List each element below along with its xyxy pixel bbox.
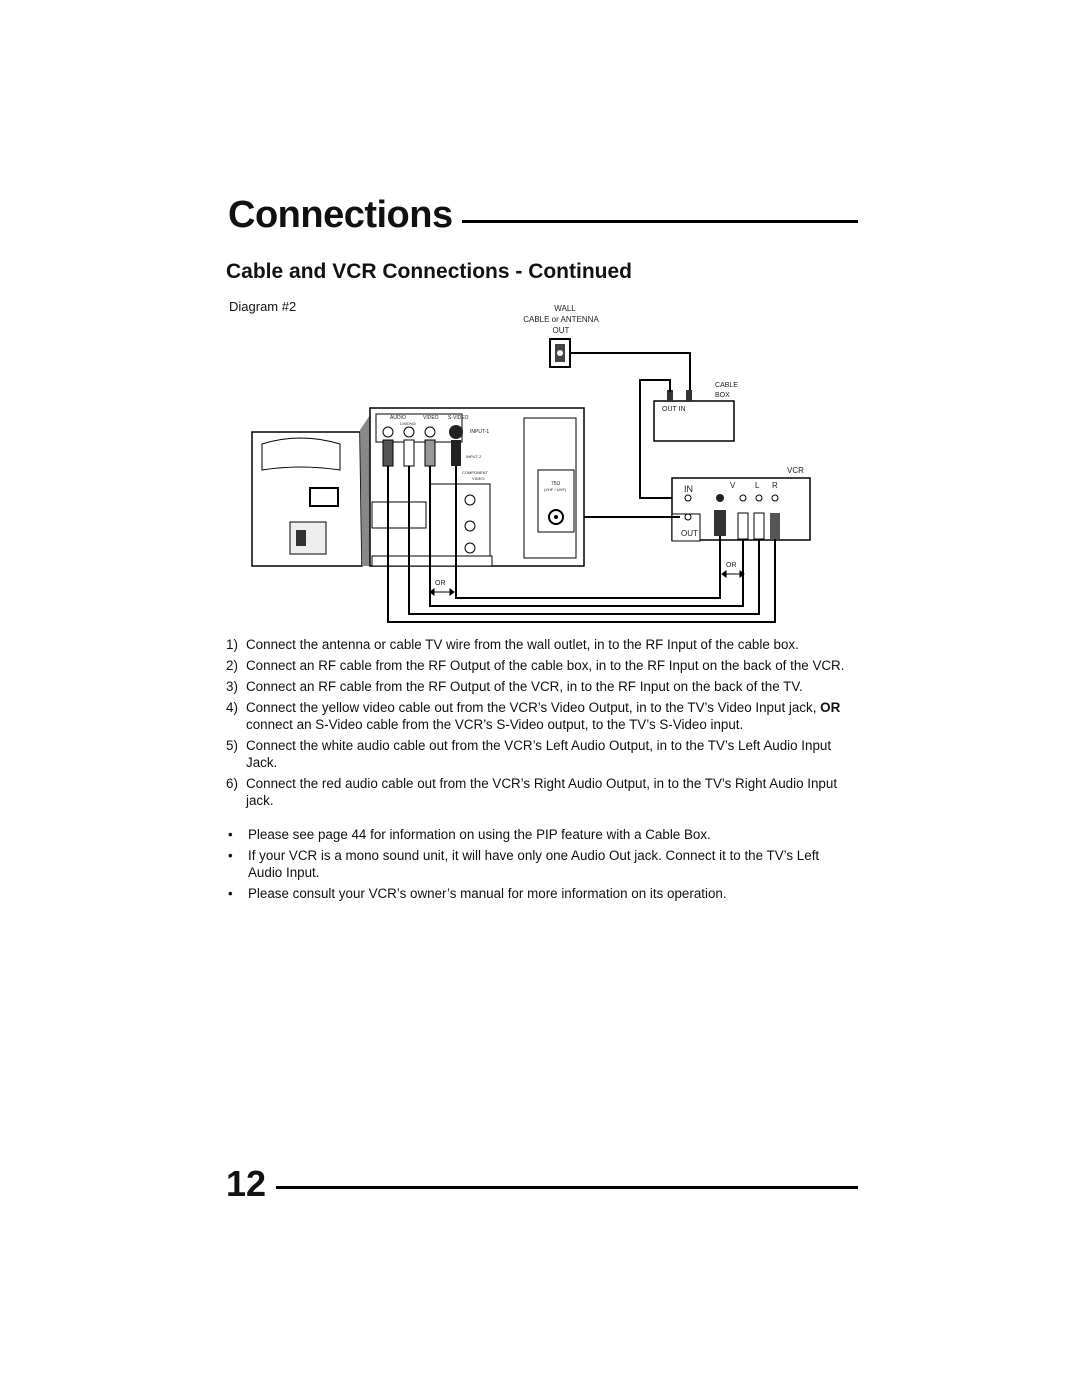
step-text-continued: connect an S-Video cable from the VCR’s S-Video output, to the TV’s S-Video input. [246,717,744,732]
bullet-icon: • [228,848,233,863]
page-title: Connections [228,194,453,236]
tv-component-video-label: VIDEO [472,476,485,481]
or-right-arrow-icon [722,571,744,577]
note-text: If your VCR is a mono sound unit, it will have only one Audio Out jack. Connect it to the TV’s Left Audio Input. [248,848,820,880]
page-rule [276,1186,858,1189]
or-left-arrow-icon [430,589,454,595]
step-number: 5) [226,738,238,753]
or-right-label: OR [726,562,737,569]
section-subtitle: Cable and VCR Connections - Continued [226,260,633,283]
tv-lmono-label: L/MONO [400,421,416,426]
step-text: Connect an RF cable from the RF Output of the VCR, in to the RF Input on the back of the TV. [246,679,803,694]
vcr-out-label: OUT [681,529,698,538]
wall-out-label: OUT [552,326,570,335]
title-rule [462,220,858,223]
vcr-l-label: L [755,481,760,490]
page-number: 12 [226,1163,267,1204]
note-item [226,847,856,881]
connection-diagram [240,296,820,632]
bullet-icon: • [228,827,233,842]
tv-back [252,408,584,566]
step-item [226,657,856,674]
step-text: Connect the red audio cable out from the VCR’s Right Audio Output, in to the TV’s Right Audio Input jack. [246,776,838,808]
step-or-emphasis: OR [820,700,841,715]
step-item [226,699,856,733]
vcr-r-label: R [772,481,778,490]
notes-list [226,826,856,906]
vcr-back-panel [672,478,810,541]
wall-outlet-icon [550,339,570,367]
cable-box-label-2: BOX [715,392,730,399]
or-left-label: OR [435,580,446,587]
cable-box-label: CABLE [715,382,738,389]
bullet-icon: • [228,886,233,901]
step-text: Connect an RF cable from the RF Output of the cable box, in to the RF Input on the back of the VCR. [246,658,845,673]
step-item [226,775,856,809]
tv-audio-label: AUDIO [390,415,406,421]
step-number: 2) [226,658,238,673]
step-item [226,737,856,771]
tv-75ohm-label: 75Ω [551,481,561,487]
step-text: Connect the yellow video cable out from the VCR’s Video Output, in to the TV’s Video Input jack, [246,700,821,715]
tv-vhf-label: (VHF / UHF) [544,487,567,492]
note-item [226,826,856,843]
tv-video-label: VIDEO [423,415,439,421]
diagram-label: Diagram #2 [229,299,297,314]
step-number: 6) [226,776,238,791]
note-text: Please see page 44 for information on using the PIP feature with a Cable Box. [248,827,711,842]
instruction-steps [226,636,856,813]
step-item [226,678,856,695]
wall-label: WALL [554,304,576,313]
vcr-label: VCR [787,466,804,475]
tv-input1-label: INPUT-1 [470,429,490,435]
step-text: Connect the white audio cable out from the VCR’s Left Audio Output, in to the TV’s Left Audio Input Jack. [246,738,832,770]
tv-component-label: COMPONENT [462,470,488,475]
wall-cable-label: CABLE or ANTENNA [523,315,599,324]
step-number: 4) [226,700,238,715]
step-item [226,636,856,653]
tv-svideo-label: S-VIDEO [448,415,469,421]
step-number: 1) [226,637,238,652]
note-text: Please consult your VCR’s owner’s manual for more information on its operation. [248,886,727,901]
note-item [226,885,856,902]
tv-input2-label: INPUT-2 [466,454,482,459]
step-number: 3) [226,679,238,694]
step-text: Connect the antenna or cable TV wire from the wall outlet, in to the RF Input of the cable box. [246,637,799,652]
vcr-in-label: IN [684,484,693,494]
cable-box-ports: OUT IN [662,406,686,413]
vcr-v-label: V [730,481,736,490]
